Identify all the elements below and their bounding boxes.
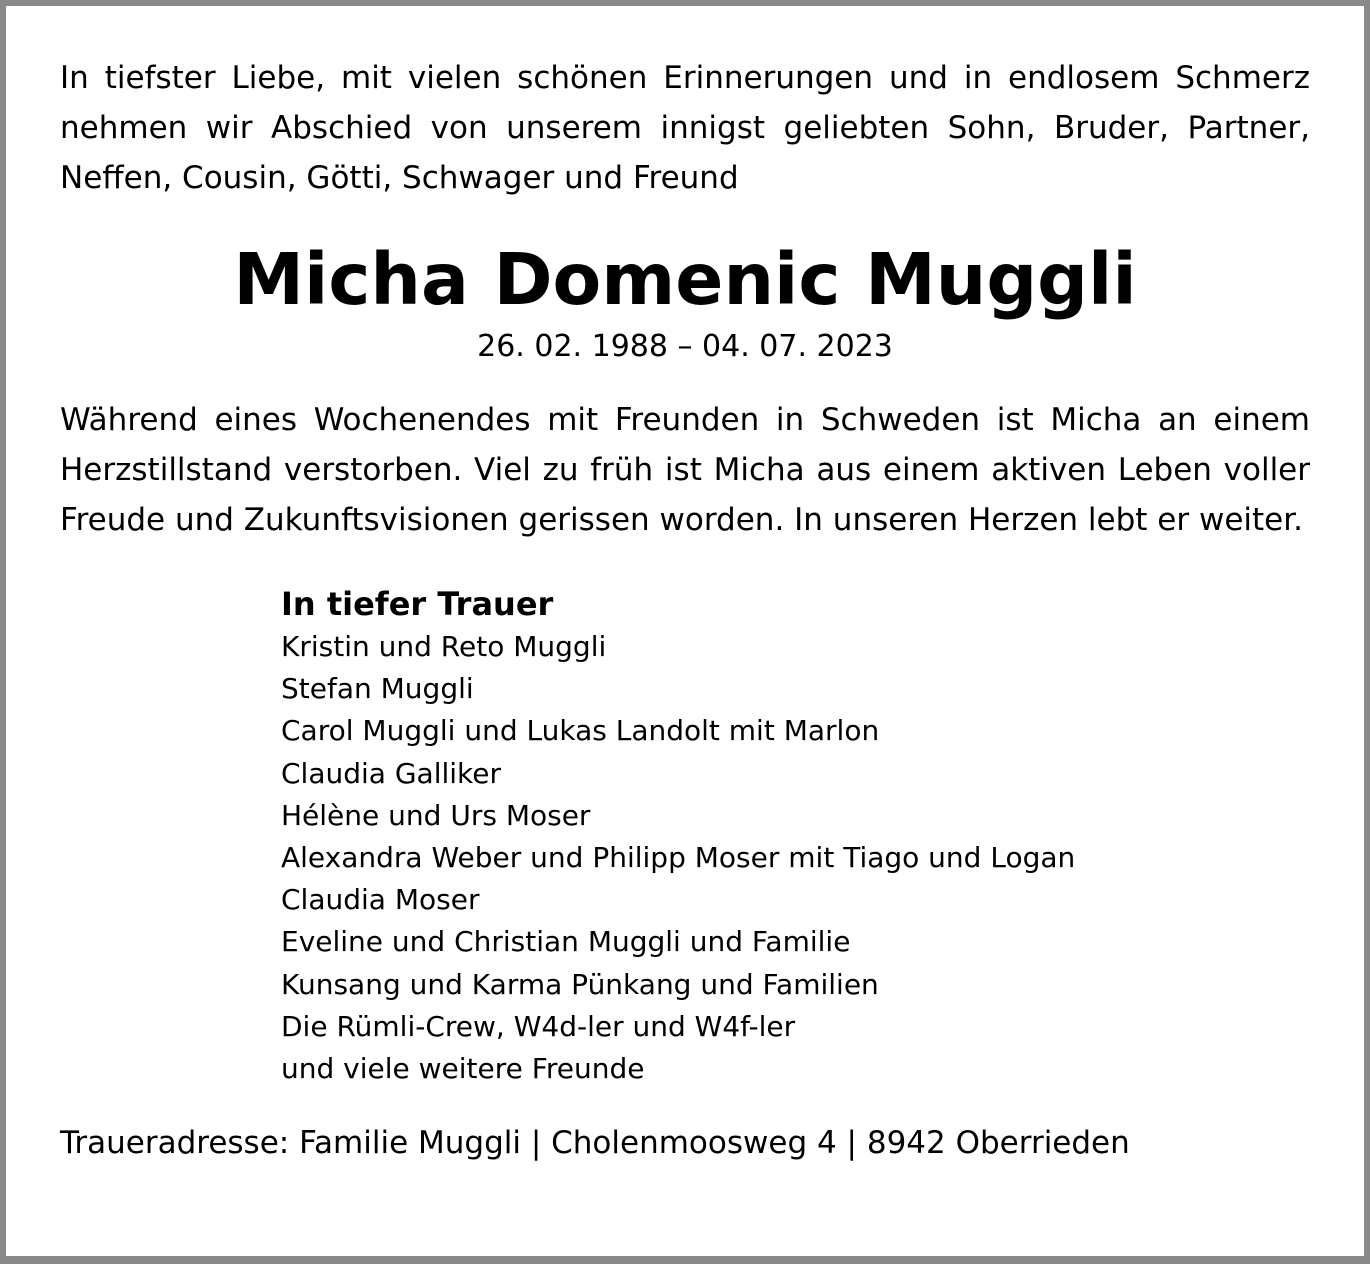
mourner-name: und viele weitere Freunde — [281, 1052, 645, 1086]
mourning-address: Traueradresse: Familie Muggli | Cholenmoosweg 4 | 8942 Oberrieden — [60, 1125, 1130, 1162]
mourner-name: Claudia Moser — [281, 883, 480, 917]
mourner-name: Kristin und Reto Muggli — [281, 630, 607, 663]
deceased-name: Micha Domenic Muggli — [233, 238, 1137, 321]
life-dates: 26. 02. 1988 – 04. 07. 2023 — [477, 329, 893, 364]
intro-text: In tiefster Liebe, mit vielen schönen Erinnerungen und in endlosem Schmerz nehmen wir Abschied von unserem innigst geliebten Sohn, Bruder, Partner, Neffen, Cousin, Götti, Schwager und Freund — [60, 60, 1310, 196]
mourner-name: Claudia Galliker — [281, 756, 501, 790]
mourner-name: Hélène und Urs Moser — [281, 798, 591, 832]
mourner-name: Carol Muggli und Lukas Landolt mit Marlon — [281, 714, 880, 748]
mourner-name: Eveline und Christian Muggli und Familie — [281, 925, 851, 959]
mourner-name: Alexandra Weber und Philipp Moser mit Tiago und Logan — [281, 841, 1076, 875]
mourners-heading: In tiefer Trauer — [281, 585, 554, 623]
mourner-name: Stefan Muggli — [281, 672, 474, 706]
mourners-list — [281, 583, 1310, 1090]
obituary-notice — [60, 50, 1310, 1194]
mourner-name: Die Rümli-Crew, W4d-ler und W4f-ler — [281, 1009, 796, 1043]
mourner-name: Kunsang und Karma Pünkang und Familien — [281, 967, 879, 1001]
body-text: Während eines Wochenendes mit Freunden in Schweden ist Micha an einem Herzstillstand verstorben. Viel zu früh ist Micha aus einem aktiven Leben voller Freude und Zukunftsvisionen gerissen worden. In unseren Herzen lebt er weiter. — [60, 402, 1310, 538]
